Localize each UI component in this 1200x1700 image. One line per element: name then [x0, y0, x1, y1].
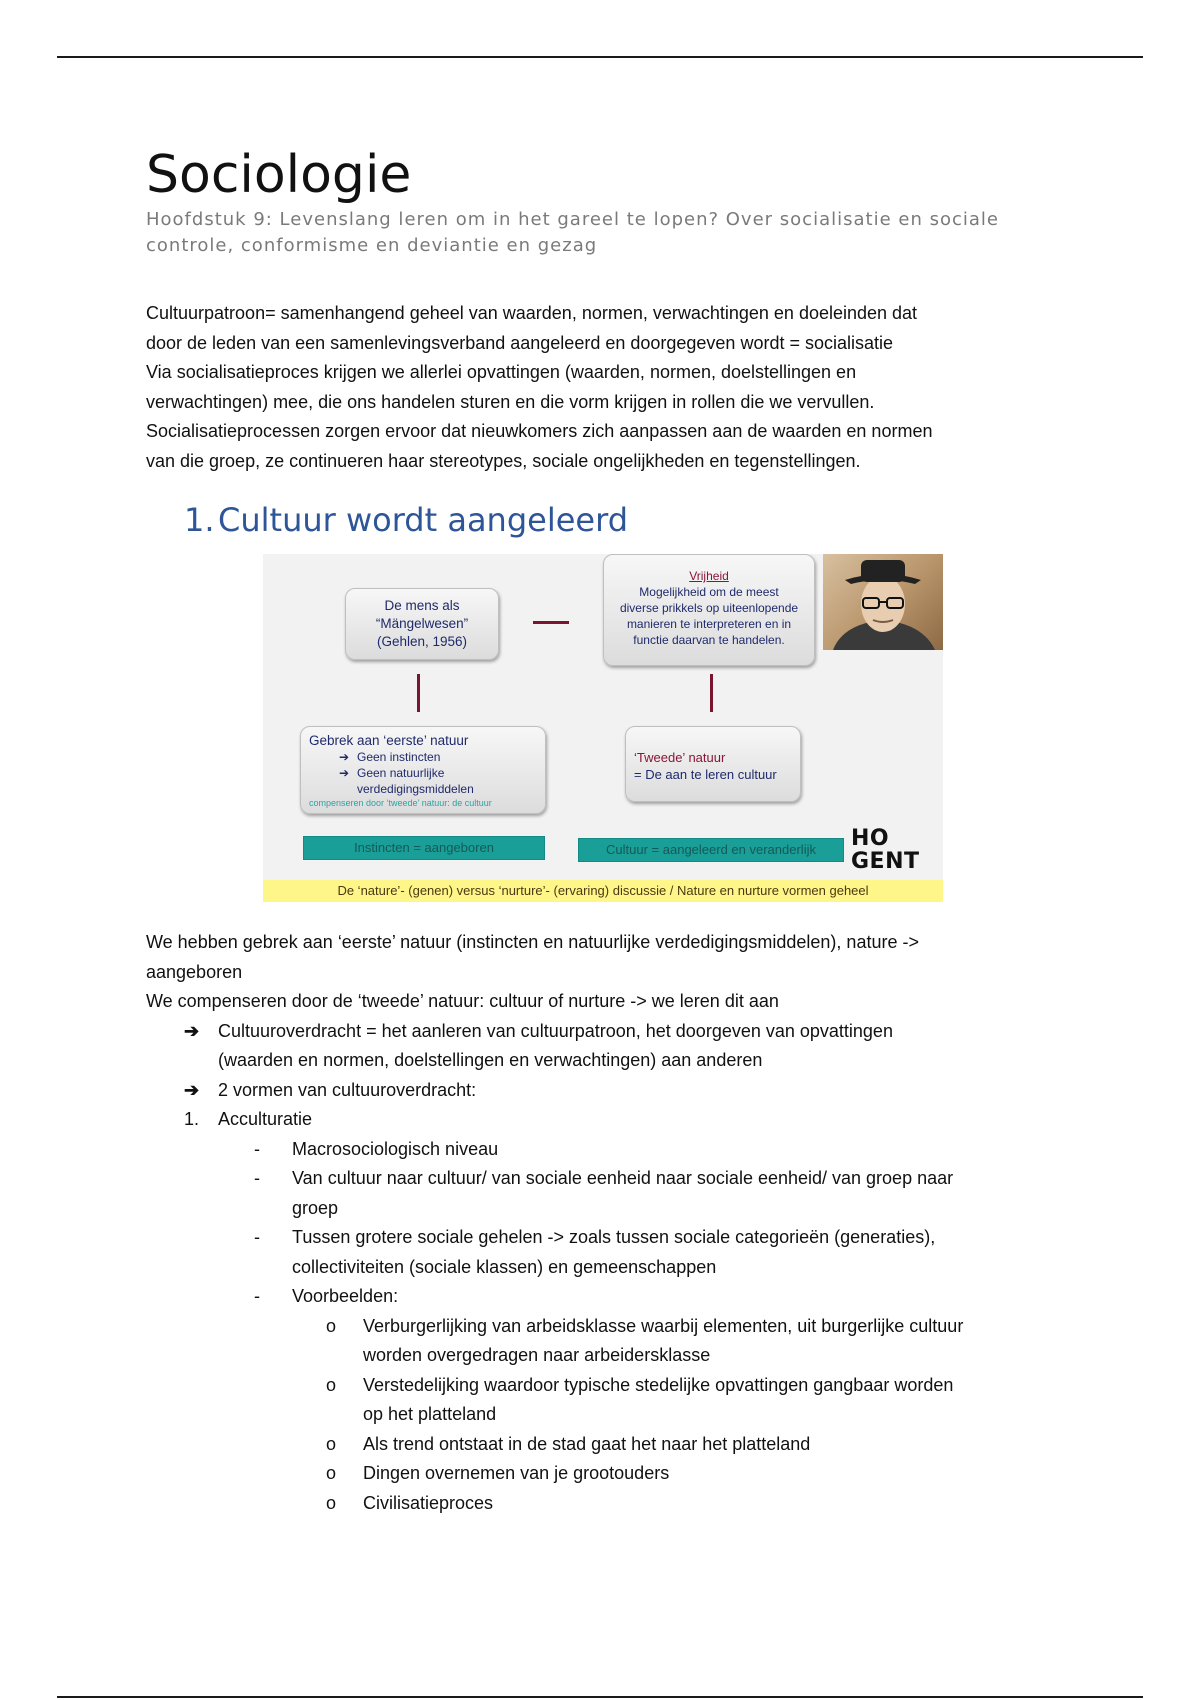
diagram-box-gebrek: [300, 726, 546, 814]
subtitle-line: Hoofdstuk 9: Levenslang leren om in het gareel te lopen? Over socialisatie en sociale: [146, 209, 999, 230]
circle-bullet: o: [326, 1315, 337, 1336]
list-text: Cultuuroverdracht = het aanleren van cultuurpatroon, het doorgeven van opvattingen: [218, 1020, 893, 1041]
diagram-text: Mogelijkheid om de meest: [639, 585, 779, 599]
diagram-list-item: [309, 765, 537, 797]
dash-list-item: [254, 1223, 1076, 1282]
dash-list-item: [254, 1164, 1076, 1223]
list-text: Verstedelijking waardoor typische stedelijke opvattingen gangbaar worden: [363, 1374, 954, 1395]
arrow-icon: ➔: [339, 766, 350, 780]
list-text: Tussen grotere sociale gehelen -> zoals tussen sociale categorieën (generaties),: [292, 1227, 936, 1247]
section-heading: [184, 498, 1076, 542]
intro-paragraph: [146, 299, 1076, 476]
dash-bullet: -: [254, 1227, 260, 1247]
sub-list-item: [326, 1489, 1076, 1519]
list-text: op het platteland: [363, 1404, 497, 1424]
intro-line: Socialisatieprocessen zorgen ervoor dat nieuwkomers zich aanpassen aan de waarden en normen: [146, 421, 933, 441]
diagram-note: compenseren door ‘tweede’ natuur: de cultuur: [309, 798, 492, 808]
body-line: aangeboren: [146, 961, 243, 982]
dash-bullet: -: [254, 1138, 260, 1159]
label-cultuur: Cultuur = aangeleerd en veranderlijk: [578, 838, 844, 862]
list-text: Macrosociologisch niveau: [292, 1138, 499, 1159]
circle-bullet: o: [326, 1433, 337, 1454]
list-text: worden overgedragen naar arbeidersklasse: [363, 1345, 711, 1365]
list-text: Van cultuur naar cultuur/ van sociale eenheid naar sociale eenheid/ van groep naar: [292, 1168, 954, 1188]
list-number: 1.: [184, 1109, 200, 1129]
diagram-text: De mens als: [384, 598, 460, 613]
intro-line: Via socialisatieproces krijgen we allerlei opvattingen (waarden, normen, doelstellingen en: [146, 362, 857, 382]
diagram-text: manieren te interpreteren en in: [626, 617, 792, 631]
list-text: groep: [292, 1197, 339, 1218]
diagram-box-title: ‘Tweede’ natuur: [634, 750, 726, 765]
list-text: Voorbeelden:: [292, 1286, 399, 1306]
section-title: Cultuur wordt aangeleerd: [218, 501, 628, 539]
arrow-list-item: [184, 1017, 1076, 1076]
document-title: Sociologie: [146, 145, 412, 205]
logo-text: GENT: [851, 849, 920, 874]
arrow-icon: ➔: [339, 750, 350, 764]
intro-line: van die groep, ze continueren haar stereotypes, sociale ongelijkheden en tegenstellingen.: [146, 450, 861, 471]
document-subtitle: [146, 207, 1076, 259]
logo-text: HO: [851, 826, 890, 851]
connector-horizontal: [533, 621, 569, 624]
culture-diagram: [263, 554, 943, 902]
intro-line: verwachtingen) mee, die ons handelen sturen en die vorm krijgen in rollen die we vervullen.: [146, 391, 875, 412]
diagram-box-vrijheid: [603, 554, 815, 666]
page-content: [146, 145, 1076, 1518]
sub-list-item: [326, 1371, 1076, 1430]
numbered-list-item: [184, 1105, 1076, 1135]
diagram-text: Geen natuurlijke verdedigingsmiddelen: [357, 766, 474, 796]
header-rule: [57, 56, 1143, 58]
list-text: collectiviteiten (sociale klassen) en gemeenschappen: [292, 1256, 717, 1277]
diagram-text: diverse prikkels op uiteenlopende: [619, 601, 799, 615]
diagram-text: Geen instincten: [357, 750, 441, 764]
portrait-illustration: [823, 554, 943, 650]
circle-bullet: o: [326, 1492, 337, 1513]
nature-nurture-banner: De ‘nature’- (genen) versus ‘nurture’- (ervaring) discussie / Nature en nurture vormen geheel: [263, 880, 943, 902]
intro-line: Cultuurpatroon= samenhangend geheel van waarden, normen, verwachtingen en doeleinden dat: [146, 303, 918, 323]
diagram-text: “Mängelwesen”: [375, 616, 469, 631]
body-line: We compenseren door de ‘tweede’ natuur: cultuur of nurture -> we leren dit aan: [146, 991, 779, 1011]
connector-vertical: [417, 674, 420, 712]
sub-list-item: [326, 1430, 1076, 1460]
hogent-logo: [851, 827, 920, 873]
arrow-icon: ➔: [184, 1079, 200, 1100]
diagram-text: (Gehlen, 1956): [376, 634, 468, 649]
subtitle-line: controle, conformisme en deviantie en gezag: [146, 235, 598, 256]
body-line: We hebben gebrek aan ‘eerste’ natuur (instincten en natuurlijke verdedigingsmiddelen), nature ->: [146, 932, 919, 952]
label-instincten: Instincten = aangeboren: [303, 836, 545, 860]
sub-list-item: [326, 1459, 1076, 1489]
dash-bullet: -: [254, 1168, 260, 1188]
dash-bullet: -: [254, 1286, 260, 1306]
list-text: 2 vormen van cultuuroverdracht:: [218, 1079, 477, 1100]
dash-list-item: [254, 1135, 1076, 1165]
list-text: Acculturatie: [218, 1109, 313, 1129]
list-text: Als trend ontstaat in de stad gaat het naar het platteland: [363, 1433, 811, 1454]
intro-line: door de leden van een samenlevingsverband aangeleerd en doorgegeven wordt = socialisatie: [146, 332, 894, 353]
section-number: 1.: [184, 501, 215, 539]
portrait-photo: [823, 554, 943, 650]
list-text: Dingen overnemen van je grootouders: [363, 1463, 670, 1483]
arrow-icon: ➔: [184, 1020, 200, 1041]
diagram-text: = De aan te leren cultuur: [634, 767, 777, 782]
dash-list-item: [254, 1282, 1076, 1312]
body-section: [146, 928, 1076, 1518]
list-text: Civilisatieproces: [363, 1492, 494, 1513]
diagram-box-tweede: [625, 726, 801, 802]
connector-vertical: [710, 674, 713, 712]
circle-bullet: o: [326, 1374, 337, 1395]
diagram-box-title: Gebrek aan ‘eerste’ natuur: [309, 733, 469, 748]
circle-bullet: o: [326, 1463, 337, 1483]
list-text: (waarden en normen, doelstellingen en verwachtingen) aan anderen: [218, 1050, 763, 1070]
diagram-text: functie daarvan te handelen.: [633, 633, 785, 647]
sub-list-item: [326, 1312, 1076, 1371]
arrow-list-item: [184, 1076, 1076, 1106]
footer-rule: [57, 1696, 1143, 1698]
diagram-list-item: [309, 749, 537, 765]
diagram-box-title: Vrijheid: [689, 569, 729, 583]
list-text: Verburgerlijking van arbeidsklasse waarbij elementen, uit burgerlijke cultuur: [363, 1315, 964, 1336]
diagram-box-mangelwesen: [345, 588, 499, 660]
